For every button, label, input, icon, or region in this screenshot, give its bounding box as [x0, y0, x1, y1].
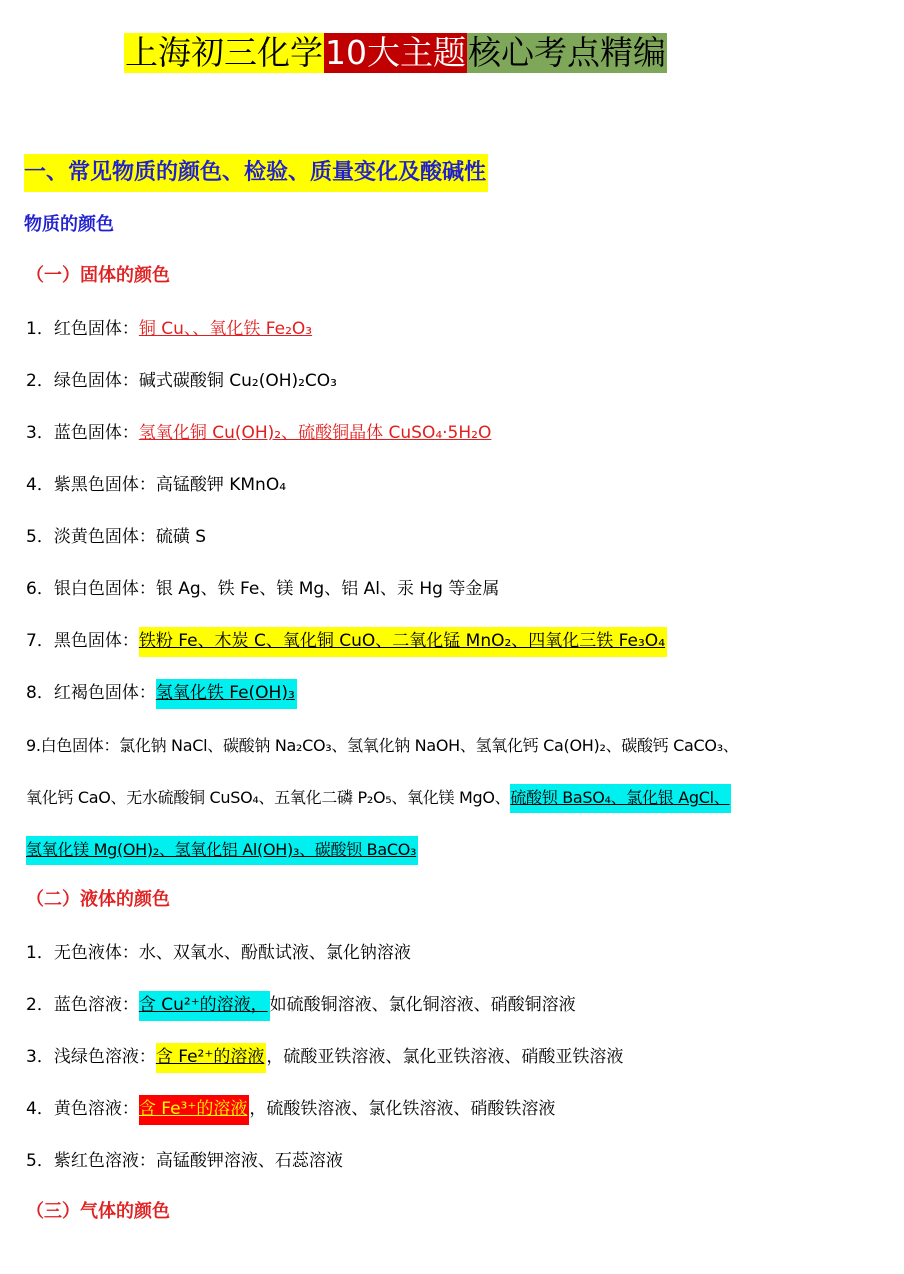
- item-value-highlight: 硫酸钡 BaSO₄、氯化银 AgCl、: [510, 784, 731, 813]
- item-value: ，硫酸铁溶液、氯化铁溶液、硝酸铁溶液: [249, 1099, 556, 1119]
- item-value-highlight: 含 Cu²⁺的溶液，: [139, 991, 270, 1021]
- solid-item-9-line-3: [26, 837, 418, 863]
- item-value: 银 Ag、铁 Fe、镁 Mg、铝 Al、汞 Hg 等金属: [155, 579, 500, 599]
- title-part-2: 10大主题: [325, 33, 466, 72]
- item-value-highlight: 氢氧化镁 Mg(OH)₂、氢氧化铝 Al(OH)₃、碳酸钡 BaCO₃: [26, 836, 418, 865]
- liquid-item-4: [26, 1096, 555, 1122]
- item-value: 硫磺 S: [155, 527, 207, 547]
- item-label: 5．紫红色溶液：: [26, 1151, 156, 1171]
- solid-item-3: [26, 420, 491, 446]
- item-label: 6．银白色固体：: [26, 579, 156, 599]
- solid-item-9-line-1: 9.白色固体：氯化钠 NaCl、碳酸钠 Na₂CO₃、氢氧化钠 NaOH、氢氧化钙 Ca(OH)₂、碳酸钙 CaCO₃、: [26, 736, 739, 755]
- solid-item-2: [26, 368, 337, 394]
- liquid-item-3: [26, 1044, 623, 1070]
- item-label: 3．蓝色固体：: [26, 423, 139, 443]
- item-label: 5．淡黄色固体：: [26, 527, 156, 547]
- solid-item-7: [26, 628, 667, 654]
- section-heading: 一、常见物质的颜色、检验、质量变化及酸碱性: [24, 154, 488, 192]
- item-label: 3．浅绿色溶液：: [26, 1047, 156, 1067]
- solids-heading: （一）固体的颜色: [26, 265, 170, 286]
- item-label: 1．红色固体：: [26, 319, 139, 339]
- subheading-colors: 物质的颜色: [24, 214, 114, 235]
- item-label: 7．黑色固体：: [26, 631, 139, 651]
- solid-item-4: [26, 472, 286, 498]
- liquid-item-2: [26, 992, 576, 1018]
- solid-item-6: [26, 576, 499, 602]
- item-value-highlight: 铁粉 Fe、木炭 C、氧化铜 CuO、二氧化锰 MnO₂、四氧化三铁 Fe₃O₄: [139, 627, 667, 657]
- item-label: 2．蓝色溶液：: [26, 995, 139, 1015]
- item-value: 高锰酸钾溶液、石蕊溶液: [155, 1151, 343, 1171]
- item-value-highlight: 含 Fe³⁺的溶液: [139, 1095, 250, 1125]
- document-title: [124, 33, 667, 73]
- solid-item-5: [26, 524, 206, 550]
- solid-item-9-line-2: [26, 785, 731, 811]
- item-label: 2．绿色固体：: [26, 371, 139, 391]
- gases-heading: （三）气体的颜色: [26, 1201, 170, 1222]
- item-value: 如硫酸铜溶液、氯化铜溶液、硝酸铜溶液: [269, 995, 576, 1015]
- item-label: 1．无色液体：: [26, 943, 139, 963]
- liquid-item-1: [26, 940, 411, 966]
- item-label: 4．紫黑色固体：: [26, 475, 156, 495]
- liquids-heading: （二）液体的颜色: [26, 889, 170, 910]
- item-value: 铜 Cu、、氧化铁 Fe₂O₃: [138, 319, 313, 339]
- item-value: ，硫酸亚铁溶液、氯化亚铁溶液、硝酸亚铁溶液: [266, 1047, 624, 1067]
- item-label: 8．红褐色固体：: [26, 683, 156, 703]
- item-value: 高锰酸钾 KMnO₄: [155, 475, 287, 495]
- item-value: 碱式碳酸铜 Cu₂(OH)₂CO₃: [138, 371, 338, 391]
- title-part-3: 核心考点精编: [468, 33, 666, 72]
- solid-item-8: [26, 680, 297, 706]
- item-value: 氢氧化铜 Cu(OH)₂、硫酸铜晶体 CuSO₄·5H₂O: [138, 423, 492, 443]
- title-part-1: 上海初三化学: [125, 33, 323, 72]
- item-value: 氧化钙 CaO、无水硫酸铜 CuSO₄、五氧化二磷 P₂O₅、氧化镁 MgO、: [26, 788, 511, 807]
- item-value-highlight: 含 Fe²⁺的溶液: [156, 1043, 267, 1073]
- item-value-highlight: 氢氧化铁 Fe(OH)₃: [156, 679, 297, 709]
- item-label: 4．黄色溶液：: [26, 1099, 139, 1119]
- solid-item-1: [26, 316, 312, 342]
- item-value: 水、双氧水、酚酞试液、氯化钠溶液: [138, 943, 411, 963]
- liquid-item-5: [26, 1148, 343, 1174]
